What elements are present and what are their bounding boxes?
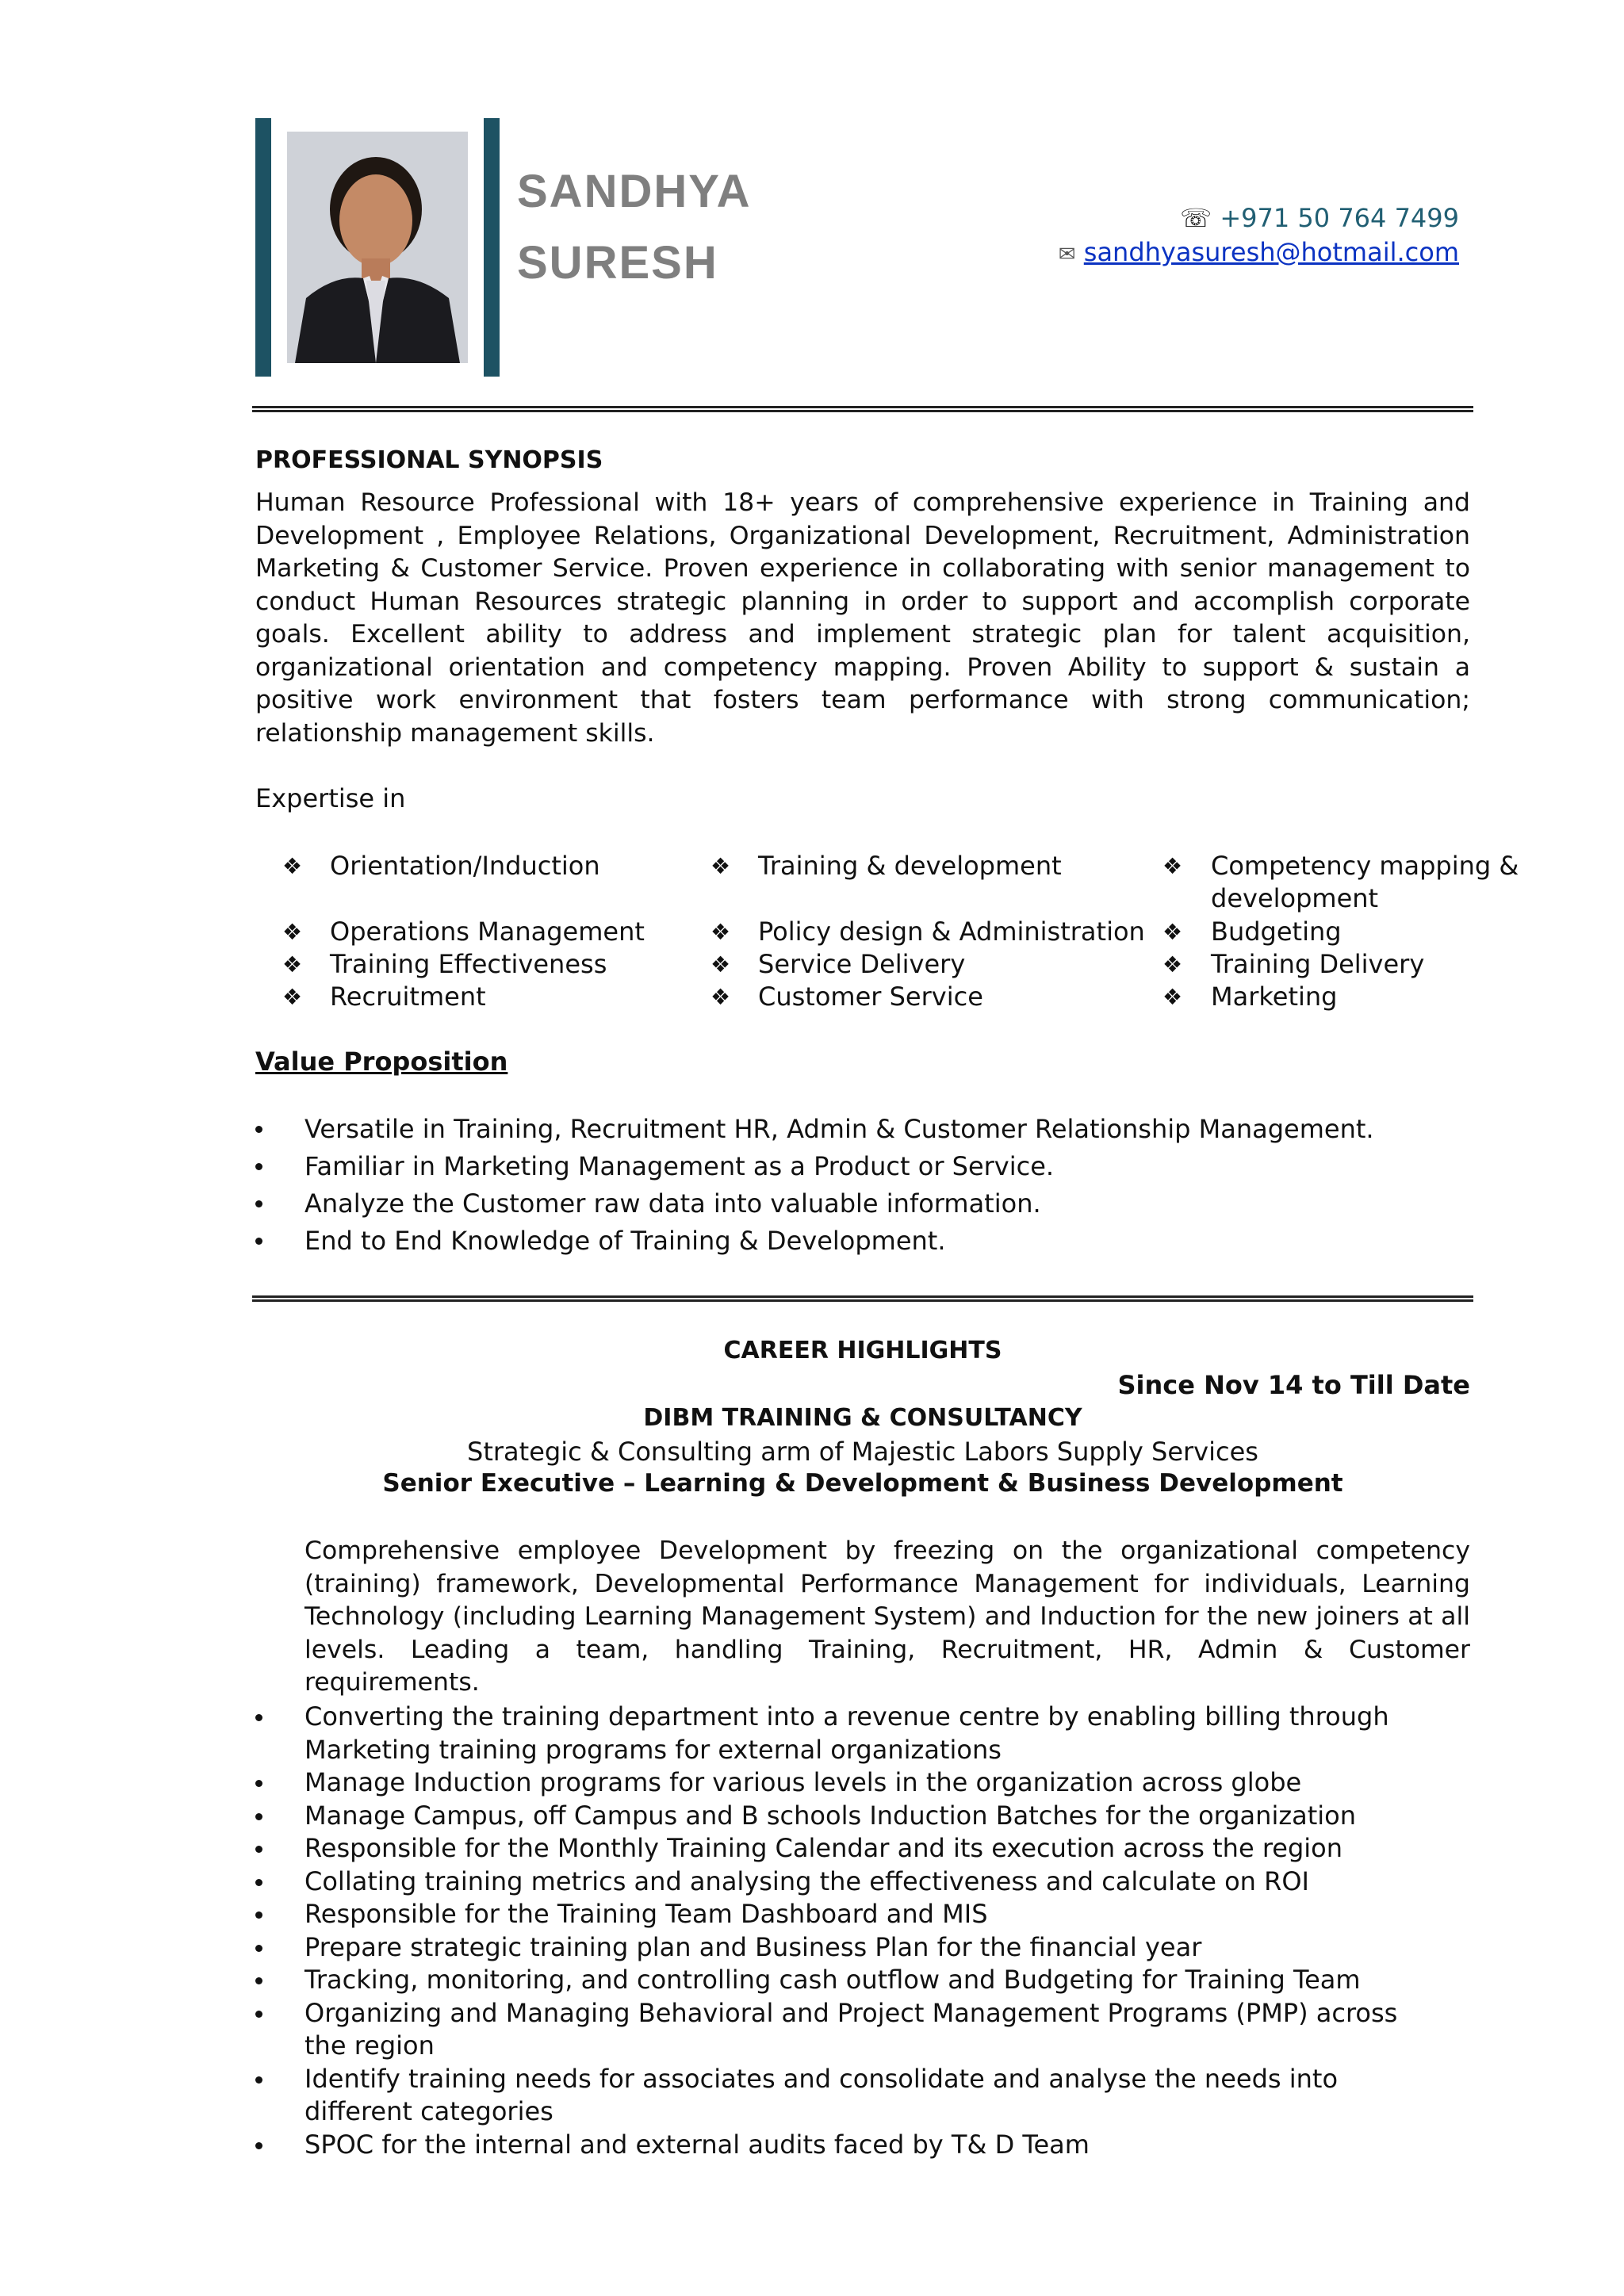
expertise-item: Training Delivery [1211, 949, 1425, 979]
expertise-item: Operations Management [330, 916, 645, 947]
phone-line [1180, 203, 1459, 233]
career-duties-list [255, 1701, 1445, 2161]
expertise-item: Customer Service [758, 982, 983, 1012]
right-accent-bar [484, 118, 500, 377]
list-item: Collating training metrics and analysing the effectiveness and calculate on ROI [255, 1866, 1445, 1899]
diamond-bullet-icon: ❖ [1162, 984, 1183, 1010]
bullet-icon [255, 1714, 262, 1721]
expertise-item: Training & development [758, 851, 1062, 881]
bullet-icon [255, 1846, 262, 1853]
diamond-bullet-icon: ❖ [710, 853, 731, 879]
phone-icon: ☏ [1180, 203, 1212, 233]
diamond-bullet-icon: ❖ [282, 853, 303, 879]
list-item: Identify training needs for associates and consolidate and analyse the needs into different categories [255, 2063, 1423, 2129]
expertise-item: Service Delivery [758, 949, 966, 979]
expertise-item: Marketing [1211, 982, 1338, 1012]
career-summary: Comprehensive employee Development by freezing on the organizational competency (training) framework, Developmental Performance Management for individuals, Learning Technology (including Learning Management System) and Induction for the new joiners at all levels. Leading a team, handling Training, Recruitment, HR, Admin & Customer requirements. [304, 1536, 1470, 1697]
list-item: Responsible for the Training Team Dashboard and MIS [255, 1898, 1445, 1931]
bullet-icon [255, 2011, 262, 2018]
diamond-bullet-icon: ❖ [1162, 951, 1183, 978]
expertise-item: Orientation/Induction [330, 851, 600, 881]
job-role: Senior Executive – Learning & Development & Business Development [382, 1469, 1343, 1498]
email-link[interactable]: sandhyasuresh@hotmail.com [1083, 237, 1459, 267]
bullet-icon [255, 1780, 262, 1787]
expertise-label: Expertise in [255, 783, 406, 813]
list-item: Organizing and Managing Behavioral and Project Management Programs (PMP) across the region [255, 1997, 1423, 2063]
envelope-icon: ✉ [1058, 243, 1076, 266]
value-proposition-list [255, 1113, 1477, 1262]
list-item: Versatile in Training, Recruitment HR, Admin & Customer Relationship Management. [255, 1113, 1477, 1150]
diamond-bullet-icon: ❖ [1162, 919, 1183, 945]
list-item: Tracking, monitoring, and controlling cash outflow and Budgeting for Training Team [255, 1964, 1445, 1997]
list-item: Prepare strategic training plan and Business Plan for the financial year [255, 1931, 1445, 1965]
synopsis-heading: PROFESSIONAL SYNOPSIS [255, 446, 603, 474]
list-item: SPOC for the internal and external audits faced by T& D Team [255, 2129, 1445, 2162]
header-divider [252, 406, 1473, 412]
bullet-icon [255, 1163, 262, 1170]
bullet-icon [255, 1126, 262, 1133]
list-item: Familiar in Marketing Management as a Product or Service. [255, 1150, 1477, 1188]
bullet-icon [255, 2142, 262, 2149]
bullet-icon [255, 1945, 262, 1952]
bullet-icon [255, 1200, 262, 1207]
first-name: SANDHYA [517, 166, 752, 217]
diamond-bullet-icon: ❖ [282, 984, 303, 1010]
company-name: DIBM TRAINING & CONSULTANCY [643, 1404, 1082, 1432]
list-item: Converting the training department into a revenue centre by enabling billing through Marketing training programs for external organizations [255, 1701, 1446, 1766]
diamond-bullet-icon: ❖ [710, 919, 731, 945]
diamond-bullet-icon: ❖ [282, 951, 303, 978]
bullet-icon [255, 1879, 262, 1886]
expertise-item: Budgeting [1211, 916, 1342, 947]
list-item: Responsible for the Monthly Training Calendar and its execution across the region [255, 1832, 1445, 1866]
diamond-bullet-icon: ❖ [710, 951, 731, 978]
career-heading: CAREER HIGHLIGHTS [723, 1337, 1002, 1364]
expertise-item: Policy design & Administration [758, 916, 1145, 947]
last-name: SURESH [517, 237, 718, 289]
bullet-icon [255, 1977, 262, 1984]
company-subtitle: Strategic & Consulting arm of Majestic Labors Supply Services [467, 1437, 1258, 1467]
email-line [1059, 237, 1459, 267]
career-period: Since Nov 14 to Till Date [1117, 1370, 1470, 1400]
diamond-bullet-icon: ❖ [1162, 853, 1183, 879]
expertise-item: Competency mapping & [1211, 851, 1519, 881]
section-divider [252, 1295, 1473, 1302]
expertise-item-continued: development [1211, 883, 1379, 913]
bullet-icon [255, 1911, 262, 1919]
value-proposition-heading: Value Proposition [255, 1047, 508, 1077]
expertise-item: Training Effectiveness [330, 949, 607, 979]
diamond-bullet-icon: ❖ [282, 919, 303, 945]
avatar-icon [287, 132, 468, 363]
bullet-icon [255, 1813, 262, 1820]
diamond-bullet-icon: ❖ [710, 984, 731, 1010]
bullet-icon [255, 2076, 262, 2084]
profile-photo [287, 132, 468, 363]
list-item: Manage Induction programs for various levels in the organization across globe [255, 1766, 1445, 1800]
bullet-icon [255, 1238, 262, 1245]
list-item: Analyze the Customer raw data into valuable information. [255, 1188, 1477, 1225]
expertise-item: Recruitment [330, 982, 486, 1012]
left-accent-bar [255, 118, 271, 377]
synopsis-text: Human Resource Professional with 18+ years of comprehensive experience in Training and Development , Employee Relations, Organizational Development, Recruitment, Administration Marketing & Customer Service. Proven experience in collaborating with senior management to conduct Human Resources strategic planning in order to support and accomplish corporate goals. Excellent ability to address and implement strategic plan for talent acquisition, organizational orientation and competency mapping. Proven Ability to support & sustain a positive work environment that fosters team performance with strong communication; relationship management skills. [255, 488, 1470, 748]
list-item: Manage Campus, off Campus and B schools Induction Batches for the organization [255, 1800, 1445, 1833]
phone-number: +971 50 764 7499 [1220, 203, 1459, 233]
list-item: End to End Knowledge of Training & Development. [255, 1225, 1477, 1262]
